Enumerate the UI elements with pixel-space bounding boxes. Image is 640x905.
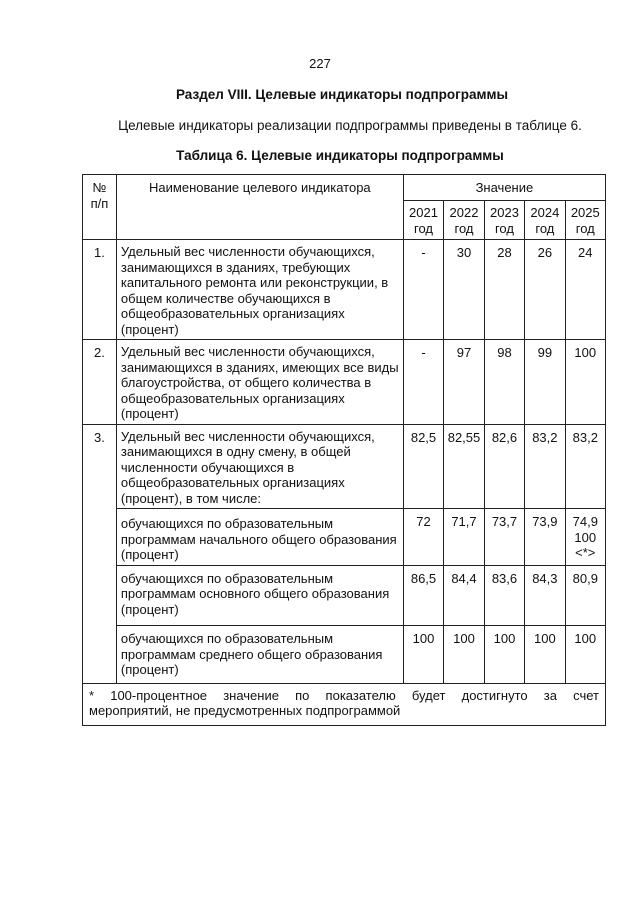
header-year	[525, 201, 565, 240]
value-line: 100	[574, 529, 597, 545]
table-row	[83, 626, 606, 684]
row-number: 2.	[83, 340, 117, 425]
value-cell: 100	[403, 626, 443, 684]
footnote-line: * 100-процентное значение по показателю будет достигнуто за счет	[89, 687, 599, 703]
header-year	[565, 201, 605, 240]
table-row	[83, 565, 606, 626]
year-unit: год	[494, 220, 514, 236]
table-row	[83, 240, 606, 340]
footnote-row	[83, 683, 606, 725]
indicator-name: Удельный вес численности обучающихся, занимающихся в одну смену, в общей численности обучающихся в общеобразовательных организациях (процент), в том числе:	[116, 424, 403, 509]
value-cell: 100	[565, 626, 605, 684]
indicators-table	[82, 174, 606, 726]
header-number-line1: №	[92, 180, 107, 195]
value-cell: 73,9	[525, 509, 565, 566]
year-unit: год	[535, 220, 555, 236]
value-cell: 26	[525, 240, 565, 340]
row-number: 3.	[83, 424, 117, 683]
value-cell: 72	[403, 509, 443, 566]
indicator-name: обучающихся по образовательным программам начального общего образования (процент)	[116, 509, 403, 566]
intro-text: Целевые индикаторы реализации подпрограммы приведены в таблице 6.	[118, 118, 582, 133]
value-cell: 84,4	[444, 565, 485, 626]
page-number: 227	[309, 56, 331, 71]
row-number: 1.	[83, 240, 117, 340]
value-cell: 82,5	[403, 424, 443, 509]
section-title: Раздел VIII. Целевые индикаторы подпрограммы	[175, 87, 508, 102]
header-value: Значение	[403, 175, 605, 201]
value-cell: 83,2	[525, 424, 565, 509]
header-year	[403, 201, 443, 240]
value-cell: 97	[444, 340, 485, 425]
value-cell: 100	[484, 626, 524, 684]
value-cell: 86,5	[403, 565, 443, 626]
value-cell: 24	[565, 240, 605, 340]
year-unit: год	[575, 220, 595, 236]
table-row	[83, 424, 606, 509]
header-year	[444, 201, 485, 240]
value-cell: 100	[444, 626, 485, 684]
indicator-name: Удельный вес численности обучающихся, занимающихся в зданиях, требующих капитального ремонта или реконструкции, в общем количестве обучающихся в общеобразовательных организациях (процент)	[116, 240, 403, 340]
value-line: 74,9	[572, 514, 598, 529]
footnote	[83, 683, 606, 725]
value-cell: -	[403, 240, 443, 340]
value-cell: 100	[525, 626, 565, 684]
table-header-row	[83, 175, 606, 201]
header-number-line2: п/п	[90, 195, 109, 211]
value-cell	[565, 509, 605, 566]
value-cell: 84,3	[525, 565, 565, 626]
value-cell: -	[403, 340, 443, 425]
value-cell: 80,9	[565, 565, 605, 626]
header-number	[83, 175, 117, 240]
year-label: 2021	[409, 205, 438, 220]
value-cell: 73,7	[484, 509, 524, 566]
indicator-name: Удельный вес численности обучающихся, занимающихся в зданиях, имеющих все виды благоустройства, от общего количества в общеобразовательных организациях (процент)	[116, 340, 403, 425]
table-row	[83, 509, 606, 566]
value-cell: 100	[565, 340, 605, 425]
value-cell: 82,6	[484, 424, 524, 509]
table-caption: Таблица 6. Целевые индикаторы подпрограммы	[176, 148, 504, 163]
header-indicator-name: Наименование целевого индикатора	[116, 175, 403, 240]
year-unit: год	[454, 220, 474, 236]
year-unit: год	[414, 220, 433, 236]
footnote-marker: <*>	[575, 545, 596, 560]
year-label: 2025	[570, 205, 600, 220]
footnote-line: мероприятий, не предусмотренных подпрограммой	[89, 703, 401, 718]
value-cell: 99	[525, 340, 565, 425]
year-label: 2024	[530, 205, 560, 220]
indicator-name: обучающихся по образовательным программам основного общего образования (процент)	[116, 565, 403, 626]
table-row	[83, 340, 606, 425]
value-cell: 83,2	[565, 424, 605, 509]
value-cell: 71,7	[444, 509, 485, 566]
value-cell: 82,55	[444, 424, 485, 509]
value-cell: 83,6	[484, 565, 524, 626]
indicator-name: обучающихся по образовательным программам среднего общего образования (процент)	[116, 626, 403, 684]
year-label: 2022	[449, 205, 479, 220]
value-cell: 98	[484, 340, 524, 425]
value-cell: 28	[484, 240, 524, 340]
year-label: 2023	[490, 205, 519, 220]
header-year	[484, 201, 524, 240]
value-cell: 30	[444, 240, 485, 340]
